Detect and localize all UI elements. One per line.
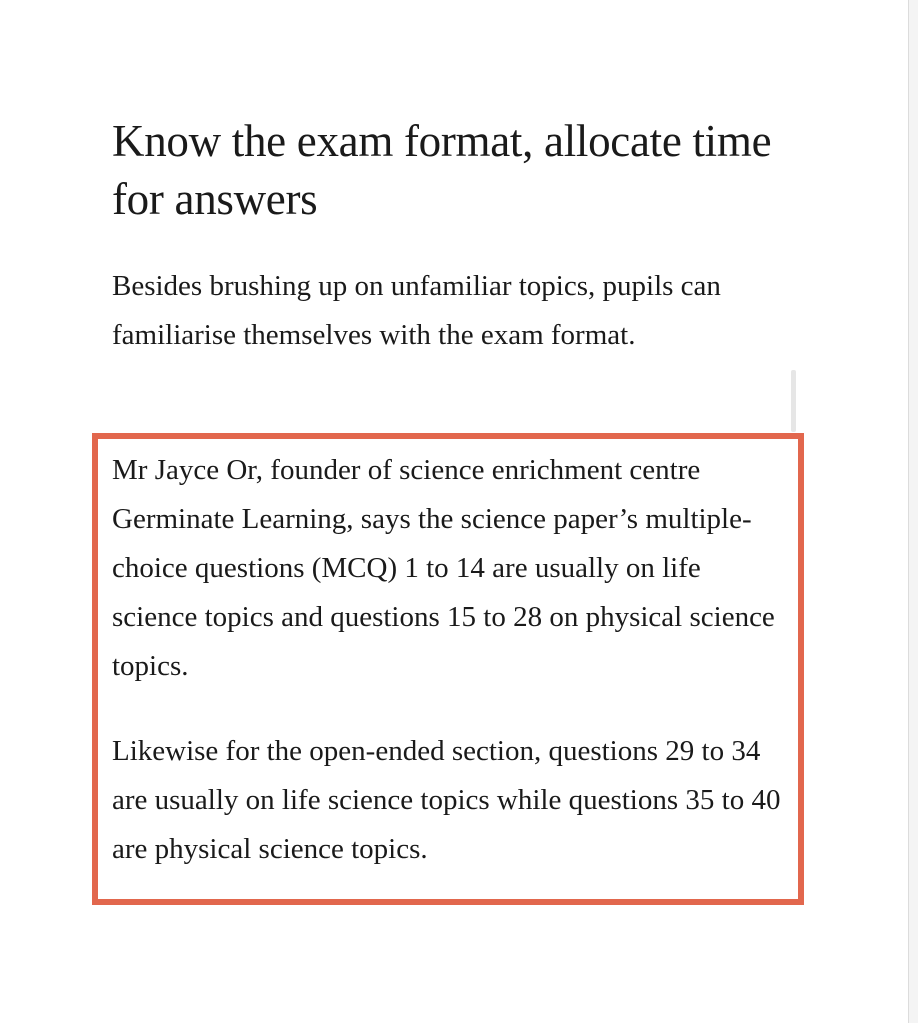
article-paragraph-intro: Besides brushing up on unfamiliar topics, pupils can familiarise themselves with the exam format. (112, 270, 721, 351)
article-paragraph-open-ended: Likewise for the open-ended section, questions 29 to 34 are usually on life science topics while questions 35 to 40 are physical science topics. (112, 735, 781, 865)
scroll-indicator[interactable] (791, 370, 796, 432)
article-paragraph-mcq: Mr Jayce Or, founder of science enrichment centre Germinate Learning, says the science paper’s multiple-choice questions (MCQ) 1 to 14 are usually on life science topics and questions 15 to 28 on physical science topics. (112, 454, 775, 682)
page-edge (908, 0, 918, 1023)
article-heading: Know the exam format, allocate time for answers (112, 116, 772, 224)
